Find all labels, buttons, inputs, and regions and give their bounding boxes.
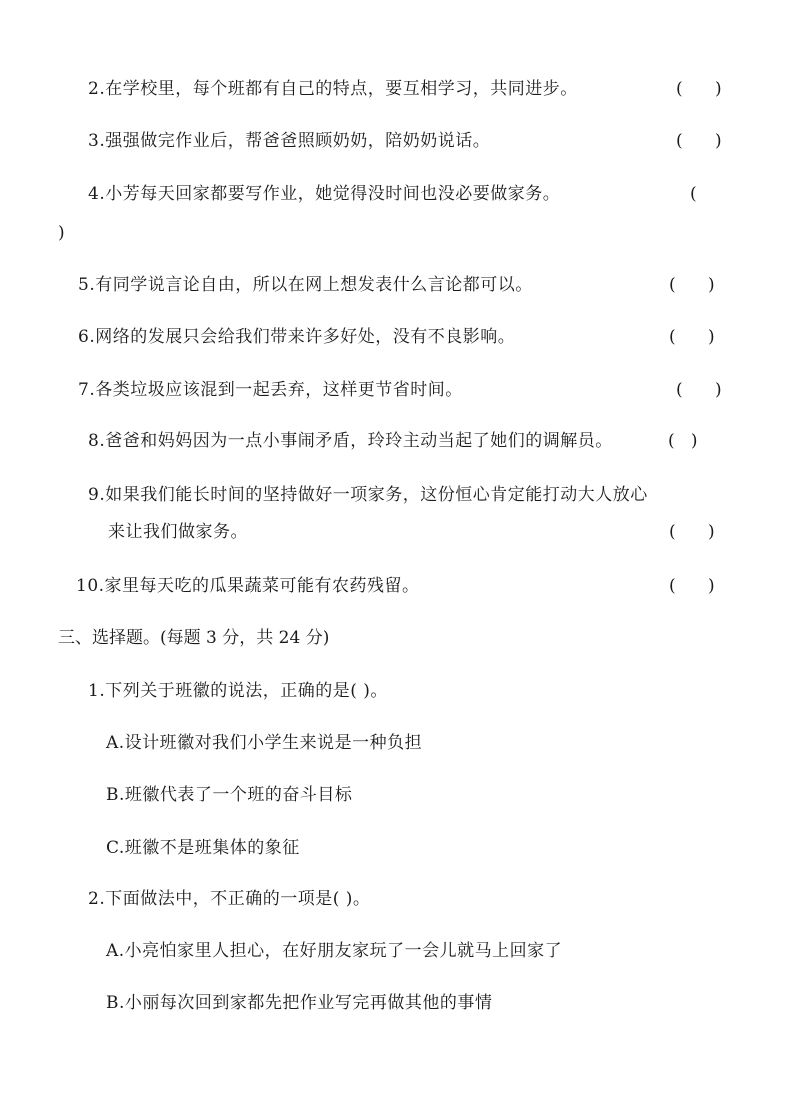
choice-question-2: 2.下面做法中，不正确的一项是( )。 — [88, 889, 371, 909]
answer-blank-10[interactable]: ( ) — [669, 576, 715, 596]
choice-1-option-a[interactable]: A.设计班徽对我们小学生来说是一种负担 — [106, 733, 423, 753]
judgement-item-9-cont: 来让我们做家务。 — [108, 522, 248, 542]
answer-blank-8[interactable]: ( ) — [668, 431, 698, 451]
judgement-item-8: 8.爸爸和妈妈因为一点小事闹矛盾，玲玲主动当起了她们的调解员。 — [88, 431, 613, 451]
choice-1-option-c[interactable]: C.班徽不是班集体的象征 — [106, 838, 300, 858]
judgement-item-3: 3.强强做完作业后，帮爸爸照顾奶奶，陪奶奶说话。 — [88, 131, 491, 151]
judgement-item-2: 2.在学校里，每个班都有自己的特点，要互相学习，共同进步。 — [88, 79, 578, 99]
judgement-item-6: 6.网络的发展只会给我们带来许多好处，没有不良影响。 — [78, 327, 516, 347]
answer-blank-6[interactable]: ( ) — [669, 327, 715, 347]
section-heading-choice: 三、选择题。(每题 3 分，共 24 分) — [58, 628, 330, 648]
answer-blank-4-close[interactable]: ) — [58, 223, 65, 243]
answer-blank-3[interactable]: ( ) — [676, 131, 722, 151]
judgement-item-10: 10.家里每天吃的瓜果蔬菜可能有农药残留。 — [76, 576, 420, 596]
judgement-item-9: 9.如果我们能长时间的坚持做好一项家务，这份恒心肯定能打动大人放心 — [88, 485, 648, 505]
answer-blank-2[interactable]: ( ) — [676, 79, 722, 99]
answer-blank-7[interactable]: ( ) — [676, 380, 722, 400]
judgement-item-4: 4.小芳每天回家都要写作业，她觉得没时间也没必要做家务。 — [88, 184, 561, 204]
choice-2-option-a[interactable]: A.小亮怕家里人担心，在好朋友家玩了一会儿就马上回家了 — [106, 941, 563, 961]
answer-blank-5[interactable]: ( ) — [669, 275, 715, 295]
judgement-item-5: 5.有同学说言论自由，所以在网上想发表什么言论都可以。 — [78, 275, 533, 295]
choice-1-option-b[interactable]: B.班徽代表了一个班的奋斗目标 — [106, 785, 353, 805]
answer-blank-9[interactable]: ( ) — [669, 522, 715, 542]
judgement-item-7: 7.各类垃圾应该混到一起丢弃，这样更节省时间。 — [78, 380, 463, 400]
answer-blank-4-open[interactable]: ( — [690, 184, 697, 204]
choice-question-1: 1.下列关于班徽的说法，正确的是( )。 — [88, 681, 388, 701]
choice-2-option-b[interactable]: B.小丽每次回到家都先把作业写完再做其他的事情 — [106, 993, 493, 1013]
